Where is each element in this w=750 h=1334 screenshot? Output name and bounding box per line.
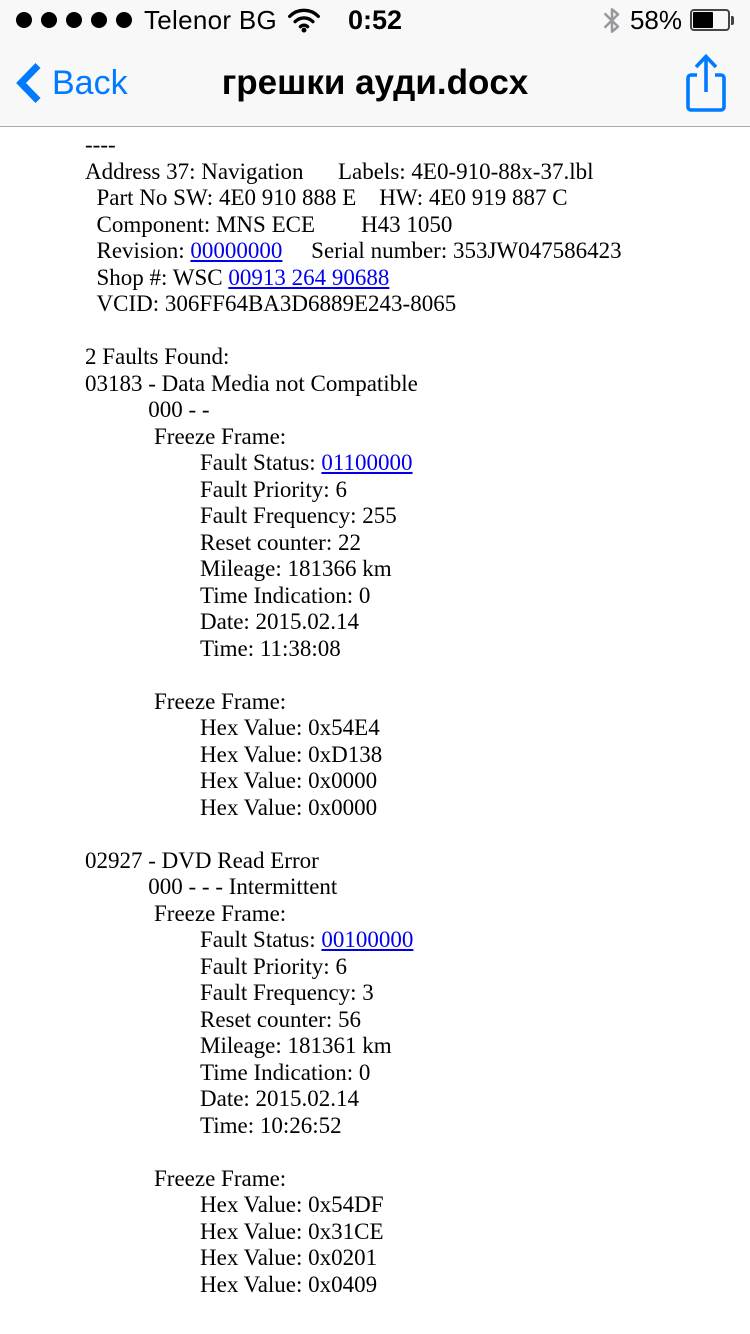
document-line [85,1245,730,1272]
document-line [85,477,730,504]
doc-text: Hex Value: 0x0201 [85,1245,378,1270]
document-line [85,1086,730,1113]
doc-text: 03183 - Data Media not Compatible [85,370,418,396]
document-line [85,1219,730,1246]
doc-text: Freeze Frame: [85,688,287,714]
doc-text: Mileage: 181361 km [85,1033,392,1058]
document-line [85,662,730,689]
back-label: Back [52,63,128,102]
doc-text: VCID: 306FF64BA3D6889E243-8065 [85,291,457,316]
doc-text: Fault Priority: 6 [85,953,347,979]
hyperlink[interactable]: 01100000 [321,450,413,475]
doc-text: 02927 - DVD Read Error [85,847,319,873]
document-line [85,291,730,318]
doc-text: Hex Value: 0x0000 [85,794,378,820]
document-line [85,742,730,769]
document-line [85,556,730,583]
doc-text: Fault Status: [85,450,322,475]
document-line [85,212,730,239]
document-line [85,185,730,212]
share-icon [680,52,732,114]
document-line [85,1113,730,1140]
doc-text: Reset counter: 56 [85,1006,361,1032]
status-left [16,5,321,36]
doc-text: Date: 2015.02.14 [85,609,360,634]
doc-text: Shop #: WSC [85,264,229,290]
document-line [85,954,730,981]
document-line [85,689,730,716]
document-line [85,371,730,398]
document-line [85,265,730,292]
doc-text: Time Indication: 0 [85,1059,371,1085]
status-bar [0,0,750,40]
doc-text: Hex Value: 0x31CE [85,1218,384,1244]
chevron-left-icon [16,62,42,104]
document-line [85,1272,730,1299]
hyperlink[interactable]: 00100000 [321,927,414,952]
document-line [85,1139,730,1166]
doc-text: Hex Value: 0x54E4 [85,715,380,740]
doc-text: Freeze Frame: [85,900,287,926]
doc-text: Hex Value: 0x54DF [85,1192,384,1217]
document-view[interactable] [0,127,750,1334]
document-line [85,1033,730,1060]
document-line [85,636,730,663]
doc-text: Fault Priority: 6 [85,476,347,502]
doc-text: Fault Frequency: 3 [85,980,374,1005]
status-right [602,0,736,40]
battery-percent-label: 58% [629,4,682,35]
doc-text: Component: MNS ECE H43 1050 [85,211,453,237]
doc-text: Date: 2015.02.14 [85,1086,360,1111]
status-time: 0:52 [347,4,403,35]
doc-text: Time Indication: 0 [85,582,371,608]
doc-text: 000 - - [85,397,210,422]
document-line [85,848,730,875]
doc-text: 2 Faults Found: [85,344,230,369]
document-line [85,132,730,159]
document-line [85,397,730,424]
navigation-bar [0,40,750,126]
doc-text: Address 37: Navigation Labels: 4E0-910-88x-37.lbl [85,158,594,184]
document-line [85,768,730,795]
doc-text: 000 - - - Intermittent [85,874,338,899]
doc-text: Freeze Frame: [85,1165,287,1191]
battery-icon [690,8,736,32]
document-line [85,159,730,186]
doc-text: Serial number: 353JW047586423 [282,238,622,263]
bluetooth-icon [602,7,622,34]
document-line [85,503,730,530]
hyperlink[interactable]: 00000000 [190,238,283,263]
document-line [85,318,730,345]
document-line [85,1007,730,1034]
cellular-signal-icon [16,12,132,28]
document-line [85,1060,730,1087]
document-line [85,1166,730,1193]
header [0,0,750,127]
doc-text: Part No SW: 4E0 910 888 E HW: 4E0 919 887 C [85,185,568,210]
doc-text: Freeze Frame: [85,423,287,449]
doc-text: Hex Value: 0x0409 [85,1271,378,1297]
document-line [85,980,730,1007]
doc-text: Fault Frequency: 255 [85,503,397,528]
doc-text: Reset counter: 22 [85,529,361,555]
wifi-icon [287,7,321,33]
document-line [85,795,730,822]
doc-text: Hex Value: 0x0000 [85,768,378,793]
carrier-label: Telenor BG [144,4,278,35]
document-line [85,530,730,557]
document-line [85,821,730,848]
hyperlink[interactable]: 00913 264 90688 [228,264,390,290]
document-line [85,715,730,742]
document-line [85,450,730,477]
document-line [85,901,730,928]
document-title: грешки ауди.docx [221,63,529,102]
document-line [85,874,730,901]
doc-text: Hex Value: 0xD138 [85,741,383,767]
document-line [85,609,730,636]
document-line [85,1192,730,1219]
doc-text: Time: 10:26:52 [85,1112,342,1138]
doc-text: ---- [85,132,116,157]
doc-text: Revision: [85,238,191,263]
document-lines [85,132,730,1298]
back-button[interactable] [16,40,128,126]
document-line [85,238,730,265]
doc-text: Fault Status: [85,927,322,952]
share-button[interactable] [680,40,732,126]
document-line [85,583,730,610]
doc-text: Mileage: 181366 km [85,556,392,581]
document-line [85,927,730,954]
doc-text: Time: 11:38:08 [85,635,341,661]
document-line [85,424,730,451]
battery-fill [693,12,713,28]
document-line [85,344,730,371]
